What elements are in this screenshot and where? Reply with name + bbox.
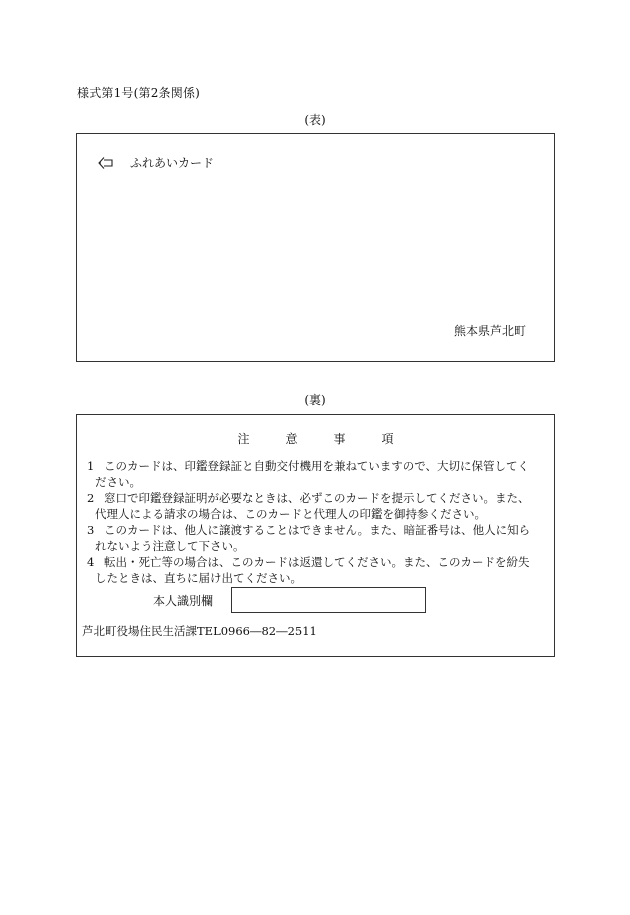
notes-title-char: 項 xyxy=(381,432,394,446)
card-back xyxy=(76,414,555,657)
form-number: 様式第1号(第2条関係) xyxy=(77,86,201,100)
note-item xyxy=(87,491,546,522)
identification-row xyxy=(153,587,426,613)
note-text: このカードは、印鑑登録証と自動交付機用を兼ねていますので、大切に保管してく xyxy=(104,459,529,473)
note-text: 窓口で印鑑登録証明が必要なときは、必ずこのカードを提示してください。また、 xyxy=(104,491,530,505)
left-arrow-icon xyxy=(98,156,113,170)
notes-title xyxy=(77,430,554,447)
card-name-row xyxy=(98,154,214,171)
card-front xyxy=(76,133,555,362)
identification-label: 本人識別欄 xyxy=(153,593,214,608)
note-item xyxy=(87,523,546,554)
notes-title-char: 意 xyxy=(285,432,298,446)
card-name: ふれあいカード xyxy=(130,156,215,170)
notes-list xyxy=(87,459,546,587)
note-text-continued: れないよう注意して下さい。 xyxy=(95,538,245,553)
note-text-continued: 代理人による請求の場合は、このカードと代理人の印鑑を御持参ください。 xyxy=(95,506,486,521)
notes-title-char: 注 xyxy=(237,432,250,446)
identification-field[interactable] xyxy=(231,587,426,613)
note-text: 転出・死亡等の場合は、このカードは返還してください。また、このカードを紛失 xyxy=(104,555,530,569)
note-item xyxy=(87,459,546,490)
note-number: 4 xyxy=(87,555,95,569)
note-text: このカードは、他人に譲渡することはできません。また、暗証番号は、他人に知ら xyxy=(104,523,531,537)
contact-info: 芦北町役場住民生活課TEL0966―82―2511 xyxy=(82,624,317,638)
note-text-continued: ださい。 xyxy=(95,474,141,489)
notes-title-char: 事 xyxy=(333,432,346,446)
note-text-continued: したときは、直ちに届け出てください。 xyxy=(95,570,302,585)
back-side-label: (裏) xyxy=(304,393,326,407)
note-number: 3 xyxy=(87,523,95,537)
note-number: 2 xyxy=(87,491,95,505)
note-item xyxy=(87,555,546,586)
town-name: 熊本県芦北町 xyxy=(453,324,526,338)
front-side-label: (表) xyxy=(304,113,326,127)
note-number: 1 xyxy=(87,459,95,473)
